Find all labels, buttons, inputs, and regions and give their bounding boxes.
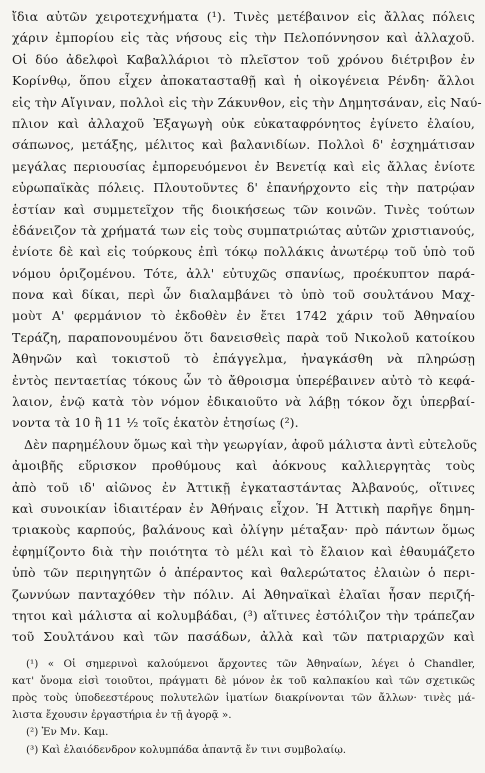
text-line: μοὺτ Α' φερμάνιον τὸ ἐκδοθὲν ἐν ἔτει 1742 χάριν τοῦ Ἀθηναίου [12,308,475,324]
text-line: Οἱ δύο ἀδελφοὶ Καβαλλάριοι τὸ πλεῖστον τοῦ χρόνου διέτριβον ἐν [12,51,475,67]
text-line: ἐδάνειζον τὰ χρήματά των εἰς τοὺς συμπατριώτας αὐτῶν χριστιανούς, [12,222,475,238]
text-line: Δὲν παρημέλουν ὅμως καὶ τὴν γεωργίαν, ἀφοῦ μάλιστα ἀντὶ εὐτελοῦς [24,436,478,452]
text-line: ζωννύων πανταχόθεν τὴν πόλιν. Αἱ Ἀθηναϊκαὶ ἐλαῖαι ἦσαν περιζή- [12,586,475,602]
text-line: ἐνίοτε δὲ καὶ εἰς τούρκους ἐπὶ τόκῳ πολλάκις ἀνωτέρῳ τοῦ ὑπὸ τοῦ [12,244,475,260]
text-line: καὶ συνοικίαν ἰδιαιτέραν ἐν Ἀθήναις εἶχον. Ἡ Ἀττικὴ παρῆγε δημη- [12,500,475,516]
body-text [12,6,482,648]
text-line: ἐφημίζοντο διὰ τὴν ποιότητα τὸ μέλι καὶ τὸ ἔλαιον καὶ ἐθαυμάζετο [12,543,475,559]
text-line: Τεράζη, παραπονουμένου ὅτι δανεισθεὶς παρὰ τοῦ Νικολοῦ κατοίκου [12,329,475,345]
text-line: ὑπὸ τῶν περιηγητῶν ὁ ἀπέραντος καὶ θαλερώτατος ἐλαιὼν ὁ περι- [12,565,475,581]
text-line: ἐντὸς πενταετίας τόκους ὧν τὸ ἄθροισμα ὑπερέβαινεν αὐτὸ τὸ κεφά- [12,372,475,388]
footnote-line: (²) Ἐν Μν. Καμ. [26,726,109,739]
text-line: ἴδια αὐτῶν χειροτεχνήματα (¹). Τινὲς μετέβαινον εἰς ἄλλας πόλεις [12,9,475,24]
text-line: πλιον καὶ ἀλλαχοῦ Ἐξαγωγὴ οὐκ εὐκαταφρόνητος ἐγίνετο ἐλαίου, [12,115,475,131]
footnote-line: (³) Καὶ ἐλαιόδενδρον κολυμπάδα ἀπαντᾷ ἔν τινι συμβολαίῳ. [26,743,347,756]
text-line: ἀμοιβῆς εὕρισκον προθύμους καὶ ἀόκνους καλλιεργητὰς τοὺς [12,458,475,474]
text-line: Ἀθηνῶν καὶ τοκιστοῦ τὸ ἐπάγγελμα, ἠναγκάσθη νὰ πληρώσῃ [12,351,475,367]
footnote-line: (¹) « Οἱ σημερινοὶ καλούμενοι ἄρχοντες τῶν Ἀθηναίων, λέγει ὁ Chandler, [26,657,475,670]
text-line: χάριν ἐμπορίου εἰς τὰς νήσους εἰς τὴν Πελοπόννησον καὶ ἀλλαχοῦ. [12,30,475,46]
text-line: λαιον, ἐνῷ κατὰ τὸν νόμον ἐδικαιοῦτο νὰ λάβῃ τόκον ὄχι ὑπερβαί- [12,394,475,410]
text-line: ἑστίαν καὶ συμμετεῖχον τῆς διοικήσεως τῶν κοινῶν. Τινὲς τούτων [12,201,475,217]
text-line: νόμου ὁριζομένου. Τότε, ἀλλ' εὐτυχῶς σπανίως, προέκυπτον παρά- [12,265,475,281]
text-line: εὐρωπαϊκὰς πόλεις. Πλουτοῦντες δ' ἐπανήρχοντο εἰς τὴν πατρῴαν [12,180,475,196]
text-line: πονα καὶ δίκαι, περὶ ὧν διαλαμβάνει τὸ ὑπὸ τοῦ σουλτάνου Μαχ- [12,287,475,303]
text-line: εἰς τὴν Αἴγιναν, πολλοὶ εἰς τὴν Ζάκυνθον, εἰς τὴν Δημητσάναν, εἰς Ναύ- [12,94,482,110]
text-line: Κορίνθῳ, ὅπου εἶχεν ἀποκατασταθῇ καὶ ἡ οἰκογένεια Ρένδη· ἄλλοι [12,73,475,89]
text-line: ἀπὸ τοῦ ιδ' αἰῶνος ἐν Ἀττικῇ ἐγκαταστάντας Ἀλβανούς, οἵτινες [12,479,475,495]
footnote-line: κατ' ὄνομα εἰσὶ τοιοῦτοι, πράγματι δὲ μόνον ἐκ τοῦ καλπακίου καὶ τῶν σχετικῶς [12,674,475,687]
text-line: νοντα τὰ 10 ἢ 11 ½ τοῖς ἑκατὸν ἐτησίως (²). [12,415,299,431]
text-line: σάπωνος, μετάξης, μέλιτος καὶ βαλανιδίων. Πολλοὶ δ' ἐσχημάτισαν [12,137,475,153]
text-line: τητοι καὶ μάλιστα αἱ κολυμβάδαι, (³) αἵτινες ἐστόλιζον τὴν τράπεζαν [12,607,475,623]
footnote-line: πρὸς τοὺς ὑποδεεστέρους πολυτελῶν ἱματίων διακρίνονται τῶν ἄλλων· τινὲς μά- [12,692,475,705]
footnote-line: λιστα ἔχουσιν ἐργαστήρια ἐν τῇ ἀγορᾷ ». [12,709,232,722]
text-line: μεγάλας περιουσίας ἐμπορευόμενοι ἐν Βενετίᾳ καὶ εἰς ἄλλας ἐνίοτε [12,158,475,174]
text-line: τριακοὺς καρπούς, βαλάνους καὶ ὀλίγην μέταξαν· πρὸ πάντων ὅμως [12,522,475,538]
text-line: τοῦ Σουλτάνου καὶ τῶν πασάδων, ἀλλὰ καὶ τῶν πατριαρχῶν καὶ [12,629,475,645]
footnotes [12,656,475,759]
